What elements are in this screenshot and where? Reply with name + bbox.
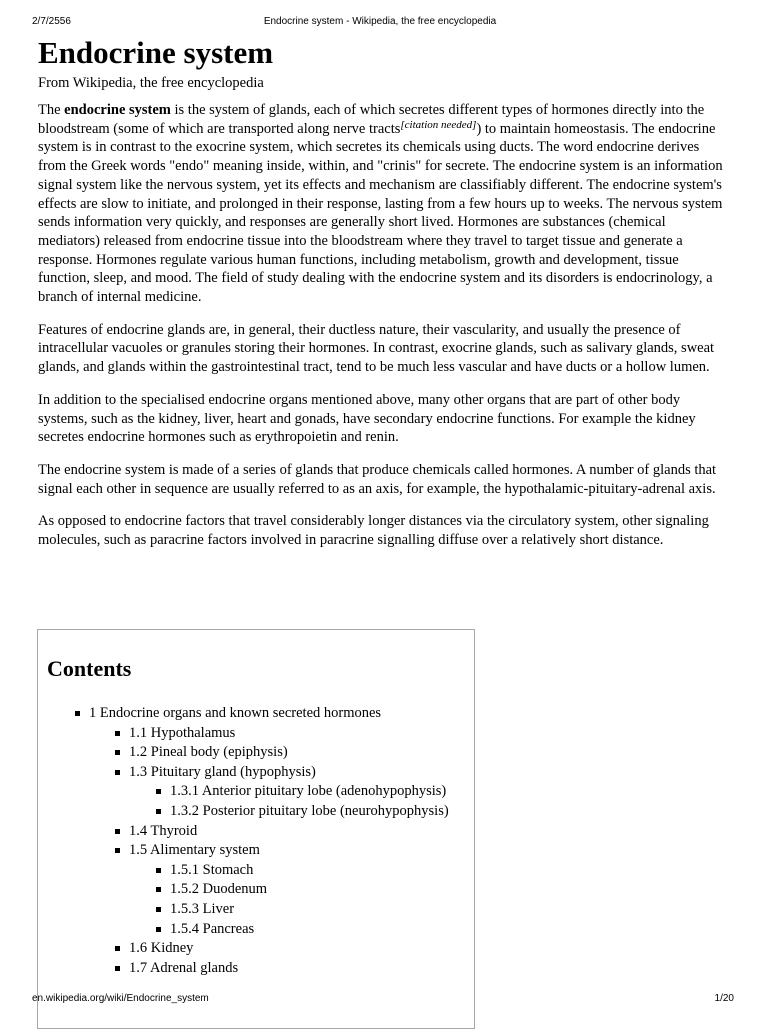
page-title: Endocrine system xyxy=(38,35,274,70)
toc-item-1-7[interactable]: 1.7 Adrenal glands xyxy=(129,959,449,979)
print-header xyxy=(32,16,728,30)
print-footer xyxy=(32,993,734,1007)
article-content xyxy=(38,34,730,564)
citation-needed-link[interactable]: [citation needed] xyxy=(400,118,477,131)
toc-item-1-2[interactable]: 1.2 Pineal body (epiphysis) xyxy=(129,743,449,763)
toc-item-1-5-4[interactable]: 1.5.4 Pancreas xyxy=(170,920,449,940)
toc-item-1-1[interactable]: 1.1 Hypothalamus xyxy=(129,724,449,744)
toc-item-1-3[interactable]: 1.3 Pituitary gland (hypophysis) xyxy=(129,763,449,783)
toc-item-1-3-1[interactable]: 1.3.1 Anterior pituitary lobe (adenohypophysis) xyxy=(170,782,449,802)
toc-item-1-5[interactable]: 1.5 Alimentary system xyxy=(129,841,449,861)
page-number: 1/20 xyxy=(714,993,734,1004)
toc-item-1-3-2[interactable]: 1.3.2 Posterior pituitary lobe (neurohypophysis) xyxy=(170,802,449,822)
toc-item-1-6[interactable]: 1.6 Kidney xyxy=(129,939,449,959)
toc-item-1-5-1[interactable]: 1.5.1 Stomach xyxy=(170,861,449,881)
intro-pre: The xyxy=(38,102,65,118)
paragraph-glands-axis: The endocrine system is made of a series of glands that produce chemicals called hormones. A number of glands that signal each other in sequence are usually referred to as an axis, for example, the hypothalamic-pituitary-adrenal axis. xyxy=(38,461,717,497)
intro-bold-term: endocrine system xyxy=(64,102,171,118)
table-of-contents xyxy=(37,629,475,1029)
article-subtitle: From Wikipedia, the free encyclopedia xyxy=(38,75,264,91)
toc-item-1[interactable]: 1 Endocrine organs and known secreted hormones xyxy=(89,704,449,724)
intro-post: ) to maintain homeostasis. The endocrine system is in contrast to the exocrine system, which secretes its chemicals using ducts. The word endocrine derives from the Greek words "endo" meaning inside, within, and "crinis" for secrete. The endocrine system is an information signal system like the nervous system, yet its effects and mechanism are classifiably different. The endocrine system's effects are slow to initiate, and prolonged in their response, lasting from a few hours up to weeks. The nervous system sends information very quickly, and responses are generally short lived. Hormones are substances (chemical mediators) released from endocrine tissue into the bloodstream where they travel to target tissue and generate a response. Hormones regulate various human functions, including metabolism, growth and development, tissue function, sleep, and mood. The field of study dealing with the endocrine system and its disorders is endocrinology, a branch of internal medicine. xyxy=(38,120,723,306)
intro-mid: is the system of glands, each of which secretes different types of hormones directly into the bloodstream (some of which are transported along nerve tracts xyxy=(38,102,705,137)
toc-item-1-4[interactable]: 1.4 Thyroid xyxy=(129,822,449,842)
print-date: 2/7/2556 xyxy=(32,16,71,27)
toc-item-1-5-2[interactable]: 1.5.2 Duodenum xyxy=(170,880,449,900)
print-page-title: Endocrine system - Wikipedia, the free encyclopedia xyxy=(263,16,497,27)
paragraph-paracrine: As opposed to endocrine factors that travel considerably longer distances via the circulatory system, other signaling molecules, such as paracrine factors involved in paracrine signalling diffuse over a relatively short distance. xyxy=(38,513,709,549)
toc-list xyxy=(38,704,449,978)
intro-paragraph xyxy=(38,101,730,307)
toc-item-1-5-3[interactable]: 1.5.3 Liver xyxy=(170,900,449,920)
paragraph-secondary-organs: In addition to the specialised endocrine organs mentioned above, many other organs that are part of other body systems, such as the kidney, liver, heart and gonads, have secondary endocrine functions. For example the kidney secretes endocrine hormones such as erythropoietin and renin. xyxy=(38,391,696,446)
print-url: en.wikipedia.org/wiki/Endocrine_system xyxy=(32,993,209,1004)
toc-title: Contents xyxy=(47,656,132,681)
paragraph-features: Features of endocrine glands are, in general, their ductless nature, their vascularity, and usually the presence of intracellular vacuoles or granules storing their hormones. In contrast, exocrine glands, such as salivary glands, sweat glands, and glands within the gastrointestinal tract, tend to be much less vascular and have ducts or a hollow lumen. xyxy=(38,321,715,376)
